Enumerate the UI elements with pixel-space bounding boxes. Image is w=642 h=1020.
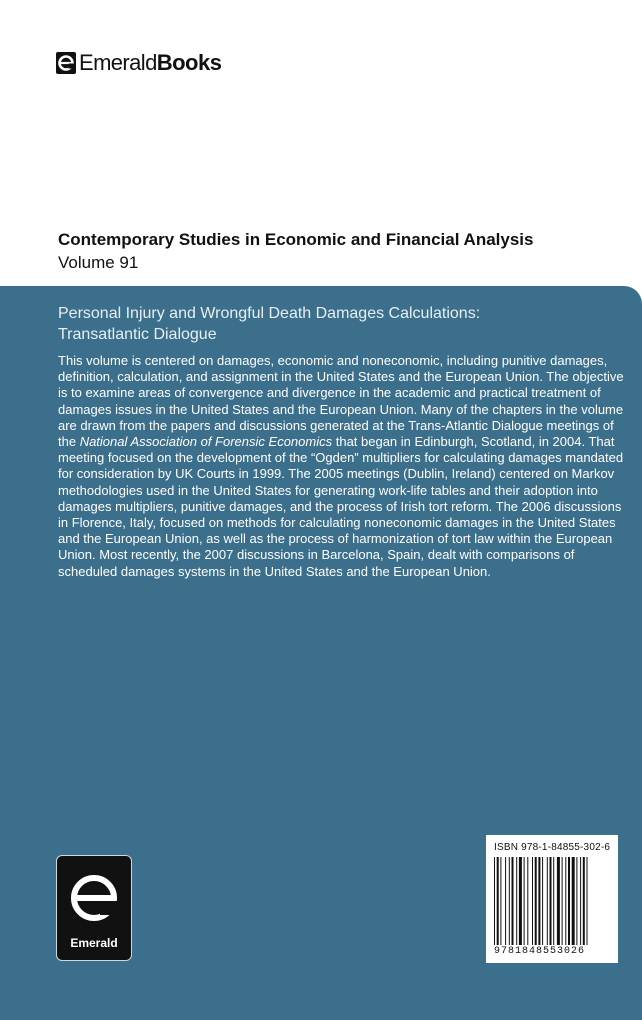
emerald-emblem <box>56 855 132 961</box>
barcode-bar <box>553 857 554 945</box>
series-title: Contemporary Studies in Economic and Financial Analysis <box>58 230 534 249</box>
abstract-part-2: that began in Edinburgh, Scotland, in 2004. That meeting focused on the development of the “Ogden” multipliers for calculating damages mandated for consideration by UK Courts in 1999. The 2005 meetings (Dublin, Ireland) centered on Markov methodologies used in the United States for generating work-life tables and their adoption into damages multipliers, punitive damages, and the process of Irish tort reform. The 2006 discussions in Florence, Italy, focused on methods for calculating noneconomic damages in the United States and the European Union, as well as the process of harmonization of tort law within the European Union. Most recently, the 2007 discussions in Barcelona, Spain, dealt with comparisons of scheduled damages systems in the United States and the European Union. <box>58 434 624 579</box>
barcode-bar <box>565 857 566 945</box>
emerald-logo-icon <box>66 868 122 928</box>
barcode-bar <box>516 857 517 945</box>
barcode-digits: 9781848553026 <box>494 946 586 957</box>
barcode-bar <box>576 857 577 945</box>
barcode-bar <box>562 857 563 945</box>
isbn-text: ISBN 978-1-84855-302-6 <box>494 842 611 853</box>
barcode-bar <box>535 857 537 945</box>
barcode-bar <box>572 857 575 945</box>
barcode-bar <box>519 857 522 945</box>
abstract-text <box>58 353 628 580</box>
barcode-bar <box>500 857 501 945</box>
emerald-e-icon <box>56 52 76 74</box>
barcode-bar <box>547 857 548 945</box>
barcode-bar <box>497 857 499 945</box>
abstract-part-1: This volume is centered on damages, economic and noneconomic, including punitive damages, definition, calculation, and assignment in the United States and the European Union. The objective is to examine areas of convergence and divergence in the academic and practical treatment of damages issues in the United States and the European Union. Many of the chapters in the volume are drawn from the papers and discussions generated at the Trans-Atlantic Dialogue meetings of the <box>58 353 624 450</box>
book-title <box>58 303 618 345</box>
emblem-label: Emerald <box>70 936 118 950</box>
barcode-bar <box>542 857 543 945</box>
barcode-bar <box>550 857 552 945</box>
barcode-bar <box>583 857 585 945</box>
barcode-bars <box>494 857 612 945</box>
barcode-bar <box>505 857 506 945</box>
barcode-box <box>486 835 618 963</box>
barcode-bar <box>532 857 533 945</box>
barcode-bar <box>509 857 510 945</box>
barcode-bar <box>557 857 560 945</box>
publisher-brand <box>56 50 221 76</box>
barcode-bar <box>568 857 570 945</box>
barcode-bar <box>494 857 495 945</box>
book-title-line-1: Personal Injury and Wrongful Death Damages Calculations: <box>58 305 481 322</box>
series-volume: Volume 91 <box>58 253 139 272</box>
barcode-bar <box>527 857 528 945</box>
barcode-bar <box>538 857 540 945</box>
brand-name-bold: Books <box>156 50 222 75</box>
abstract-emphasis: National Association of Forensic Economics <box>79 434 333 450</box>
brand-name-light: Emerald <box>79 50 157 75</box>
barcode-bar <box>524 857 525 945</box>
barcode-bar <box>587 857 588 945</box>
barcode-bar <box>580 857 581 945</box>
barcode-bar <box>512 857 514 945</box>
book-title-line-2: Transatlantic Dialogue <box>58 326 217 343</box>
